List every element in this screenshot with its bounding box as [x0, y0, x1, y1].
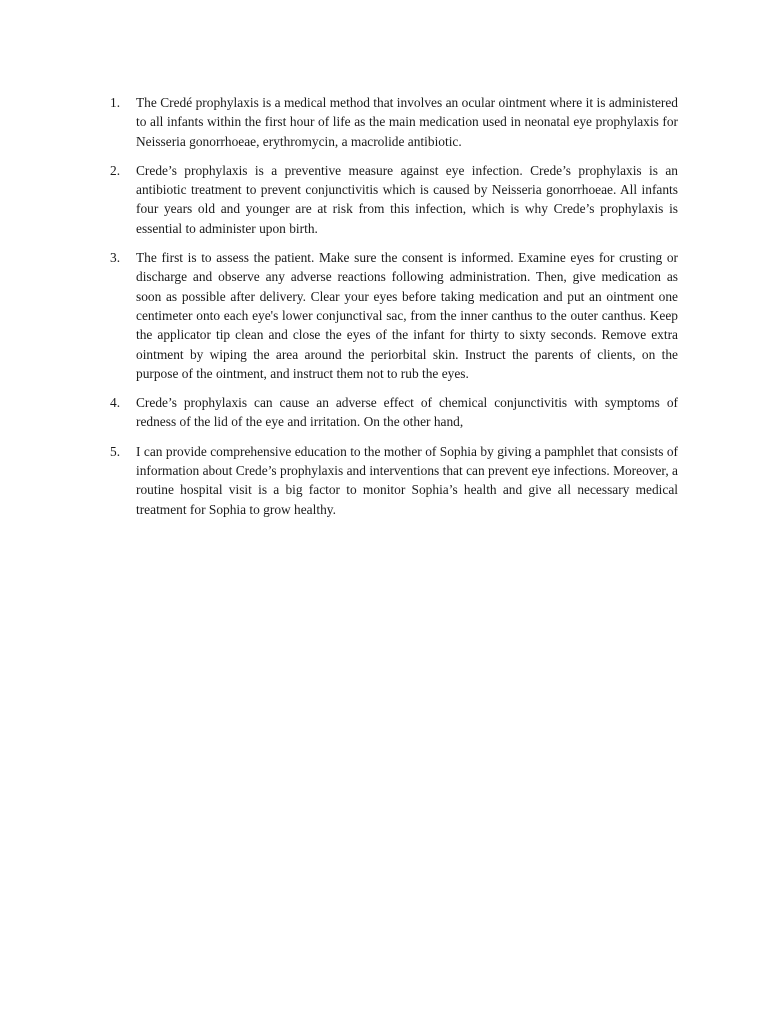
list-item-4 — [110, 393, 678, 432]
list-item-2 — [110, 161, 678, 238]
numbered-list — [110, 93, 678, 529]
list-number: 2. — [110, 162, 121, 178]
list-item-1 — [110, 93, 678, 151]
list-number: 1. — [110, 95, 121, 110]
list-item-text: The first is to assess the patient. Make sure the consent is informed. Examine eyes for crusting or discharge and observe any adverse reactions following administration. Then, give medication as soon as possible after delivery. Clear your eyes before taking medication and put an ointment one centimeter onto each eye's lower conjunctival sac, from the inner canthus to the outer canthus. Keep the applicator tip clean and close the eyes of the infant for thirty to sixty seconds. Remove extra ointment by wiping the area around the periorbital skin. Instruct the parents of clients, on the purpose of the ointment, and instruct them not to rub the eyes. — [136, 250, 678, 381]
list-item-5 — [110, 442, 678, 519]
list-number: 3. — [110, 250, 121, 266]
list-number: 5. — [110, 443, 121, 459]
list-item-text: The Credé prophylaxis is a medical method that involves an ocular ointment where it is administered to all infants within the first hour of life as the main medication used in neonatal eye prophylaxis for Neisseria gonorrhoeae, erythromycin, a macrolide antibiotic. — [136, 95, 678, 149]
list-item-3 — [110, 248, 678, 383]
list-number: 4. — [110, 395, 121, 411]
list-item-text: I can provide comprehensive education to the mother of Sophia by giving a pamphlet that consists of information about Crede’s prophylaxis and interventions that can prevent eye infections. Moreover, a routine hospital visit is a big factor to monitor Sophia’s health and give all necessary medical treatment for Sophia to grow healthy. — [136, 443, 678, 517]
list-item-text: Crede’s prophylaxis can cause an adverse effect of chemical conjunctivitis with symptoms of redness of the lid of the eye and irritation. On the other hand, — [136, 395, 678, 430]
list-item-text: Crede’s prophylaxis is a preventive measure against eye infection. Crede’s prophylaxis is an antibiotic treatment to prevent conjunctivitis which is caused by Neisseria gonorrhoeae. All infants four years old and younger are at risk from this infection, which is why Crede’s prophylaxis is essential to administer upon birth. — [136, 162, 678, 236]
